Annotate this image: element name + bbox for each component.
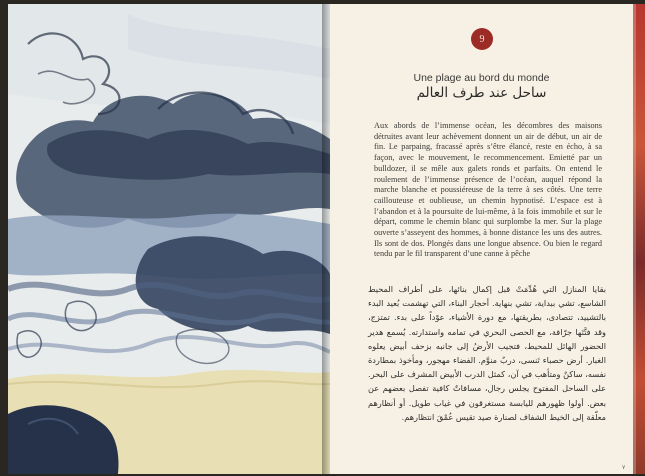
page-number: ٧ <box>622 465 626 471</box>
chapter-title-ar: ساحل عند طرف العالم <box>416 85 547 101</box>
body-text-ar: بقايا المنازل التي هُدِّمَتْ قبل إكمال بنائها، على أطراف المحيط الشاسع، تشي ببداية، تشي بنهاية. أحجار البناء، التي تهشمت بُعيد البدء بالتشييد، تتصادى، بطريقتها، مع دورة الأشياء، عوْداً على بدء. تمتزج، وقد فتَّتَها جرّافة، مع الحصى البحري في تمامه واستدارته. يُسمع هدير الحضور الهائل للمحيط، فتجيب الأرضُ إلى جانبه بزحف أبيض يعلوه الغبار. أرض حصباء تَنسى، دربٌ منوَّم. الفضاء مهجور، ومأخوذ بمطاردة نفسه، ساكنٌ ومتأهب في آن، كمثل الدرب الأبيض المشرف على البحر. على الساحل المفتوح يجلس رجال، مسافاتٌ كافية تفصل بعضهم عن بعض. أولوا ظهورهم لليابسة مستغرقون في غياب طويل. أو أنظارهم معلّقة إلى الخيط الشفاف لصنارة صيد تقيس عُمْقَ انتظارهم. <box>368 284 606 422</box>
page-badge: 9 <box>471 28 493 50</box>
chapter-title-fr: Une plage au bord du monde <box>413 72 550 84</box>
page-edge-strip <box>633 4 645 474</box>
body-text-fr: Aux abords de l’immense océan, les décombres des maisons détruites avant leur achèvement donnent un air de début, un air de fin. Le parpaing, fracassé après s’être élancé, reste en écho, à sa façon, avec le mouvement, le recommencement. Emietté par un bulldozer, il se mêle aux galets ronds et parfaits. On entend le roulement de l’immense présence de l’océan, auquel répond la marche blanche et poussiéreuse de la terre à ses côtés. Une terre caillouteuse et oublieuse, un chemin hypnotisé. L’espace est à l’abandon et à la poursuite de lui-même, à la fois immobile et sur le départ, comme le chemin blanc qui surplombe la mer. Sur la plage ouverte s’asseyent des hommes, à bonne distance les uns des autres. Ils sont de dos. Plongés dans une longue absence. Ou bien le regard tendu par le fil transparent d’une canne à pêche <box>374 121 602 259</box>
right-page <box>330 4 633 474</box>
painted-seascape-illustration <box>8 4 330 474</box>
left-page <box>8 4 330 474</box>
